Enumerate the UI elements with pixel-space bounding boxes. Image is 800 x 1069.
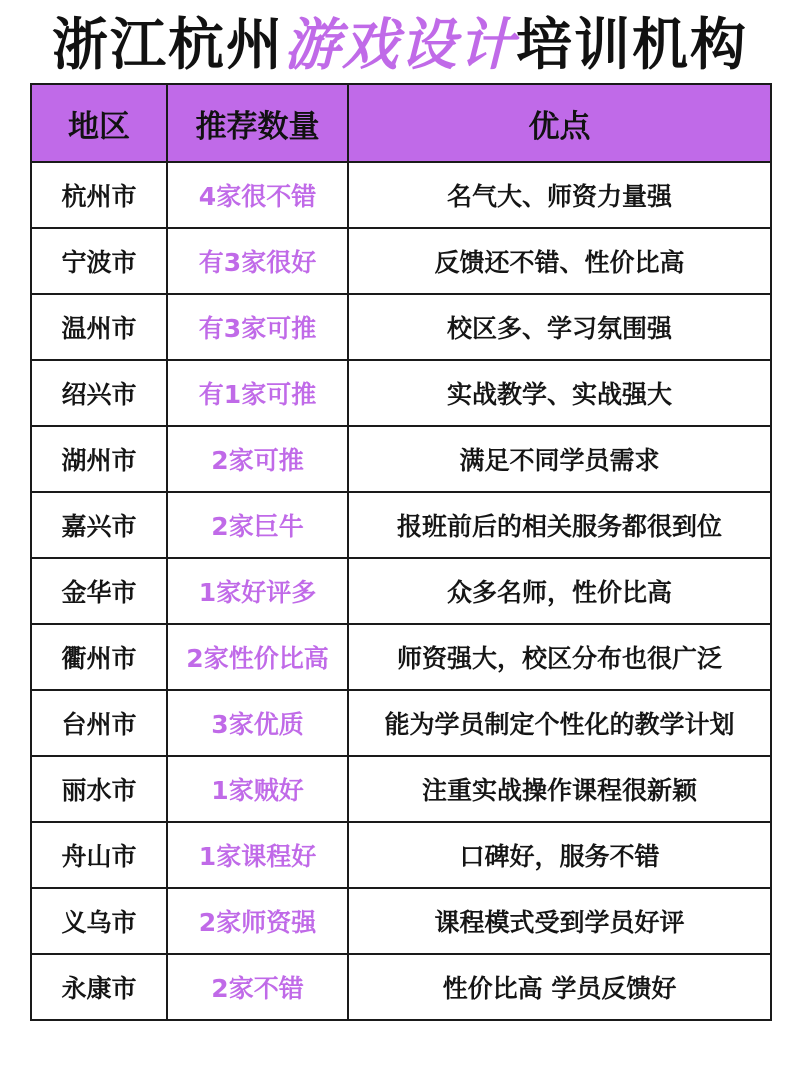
merit-cell: 报班前后的相关服务都很到位: [348, 492, 771, 558]
table-row: [31, 690, 771, 756]
region-cell: 舟山市: [31, 822, 167, 888]
count-cell: 2家不错: [167, 954, 348, 1020]
merit-cell: 注重实战操作课程很新颖: [348, 756, 771, 822]
region-cell: 永康市: [31, 954, 167, 1020]
region-cell: 丽水市: [31, 756, 167, 822]
merit-cell: 名气大、师资力量强: [348, 162, 771, 228]
merit-cell: 性价比高 学员反馈好: [348, 954, 771, 1020]
count-cell: 2家巨牛: [167, 492, 348, 558]
title-highlight: 游戏设计: [284, 12, 516, 78]
training-institution-table: [30, 83, 772, 1021]
count-cell: 2家可推: [167, 426, 348, 492]
merit-cell: 师资强大，校区分布也很广泛: [348, 624, 771, 690]
region-cell: 义乌市: [31, 888, 167, 954]
region-cell: 台州市: [31, 690, 167, 756]
table-row: [31, 888, 771, 954]
count-cell: 1家课程好: [167, 822, 348, 888]
table-row: [31, 162, 771, 228]
table-row: [31, 624, 771, 690]
region-cell: 衢州市: [31, 624, 167, 690]
count-cell: 2家性价比高: [167, 624, 348, 690]
table-row: [31, 294, 771, 360]
region-cell: 杭州市: [31, 162, 167, 228]
merit-cell: 反馈还不错、性价比高: [348, 228, 771, 294]
count-cell: 1家贼好: [167, 756, 348, 822]
page-title: [0, 10, 800, 80]
title-prefix: 浙江杭州: [52, 12, 284, 78]
merit-cell: 众多名师，性价比高: [348, 558, 771, 624]
title-suffix: 培训机构: [516, 12, 748, 78]
region-cell: 绍兴市: [31, 360, 167, 426]
region-cell: 宁波市: [31, 228, 167, 294]
merit-cell: 口碑好，服务不错: [348, 822, 771, 888]
header-count: 推荐数量: [167, 84, 348, 162]
merit-cell: 能为学员制定个性化的教学计划: [348, 690, 771, 756]
region-cell: 金华市: [31, 558, 167, 624]
count-cell: 有1家可推: [167, 360, 348, 426]
header-merit: 优点: [348, 84, 771, 162]
table-row: [31, 426, 771, 492]
table-row: [31, 756, 771, 822]
count-cell: 4家很不错: [167, 162, 348, 228]
merit-cell: 课程模式受到学员好评: [348, 888, 771, 954]
table-row: [31, 228, 771, 294]
region-cell: 嘉兴市: [31, 492, 167, 558]
count-cell: 1家好评多: [167, 558, 348, 624]
region-cell: 湖州市: [31, 426, 167, 492]
header-region: 地区: [31, 84, 167, 162]
table-row: [31, 492, 771, 558]
count-cell: 2家师资强: [167, 888, 348, 954]
merit-cell: 满足不同学员需求: [348, 426, 771, 492]
region-cell: 温州市: [31, 294, 167, 360]
table-row: [31, 954, 771, 1020]
table-row: [31, 822, 771, 888]
table-row: [31, 558, 771, 624]
merit-cell: 实战教学、实战强大: [348, 360, 771, 426]
count-cell: 有3家可推: [167, 294, 348, 360]
table-row: [31, 360, 771, 426]
table-header-row: [31, 84, 771, 162]
count-cell: 有3家很好: [167, 228, 348, 294]
merit-cell: 校区多、学习氛围强: [348, 294, 771, 360]
count-cell: 3家优质: [167, 690, 348, 756]
